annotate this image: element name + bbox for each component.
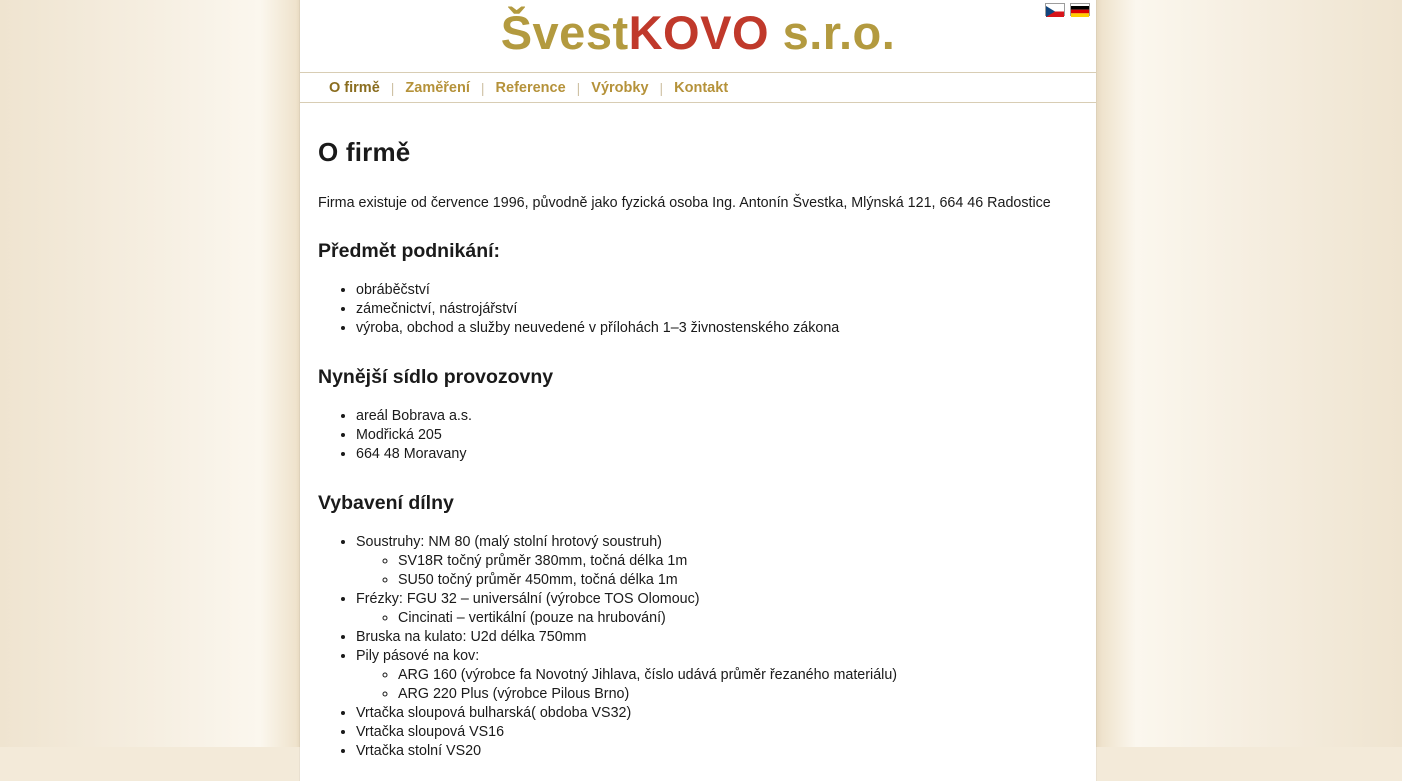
site-logo[interactable]: [300, 0, 1096, 64]
section-heading-0: Předmět podnikání:: [318, 240, 501, 262]
list-item: • Pily pásové na kov: ◦ ARG 160 (výrobce fa Novotný Jihlava, číslo udává průměr řezaného materiálu) ◦ ARG 220 Plus (výrobce Pilous Brno): [356, 647, 1072, 704]
nav-item-2[interactable]: Reference: [495, 79, 566, 96]
section-heading-1: Nynější sídlo provozovny: [318, 366, 554, 388]
page-title: O firmě: [318, 137, 411, 167]
list-item: • Vrtačka sloupová VS16: [356, 723, 1072, 742]
language-switcher[interactable]: [1045, 3, 1090, 16]
list-item: • 664 48 Moravany: [356, 445, 1072, 464]
page-background-right: [1096, 0, 1402, 747]
sub-list-item: ◦ ARG 160 (výrobce fa Novotný Jihlava, číslo udává průměr řezaného materiálu): [398, 666, 1072, 685]
list-item: • zámečnictví, nástrojářství: [356, 300, 1072, 319]
nav-separator: |: [659, 79, 664, 96]
intro-paragraph: Firma existuje od července 1996, původně jako fyzická osoba Ing. Antonín Švestka, Mlýnská 121, 664 46 Radostice: [318, 195, 1051, 211]
section-list-0: [318, 281, 1072, 338]
section-heading-2: Vybavení dílny: [318, 492, 454, 514]
site-header: [300, 0, 1096, 72]
main-navigation: [300, 72, 1096, 103]
section-list-2: [318, 533, 1072, 761]
content-sections: [318, 240, 1072, 761]
list-item: • Soustruhy: NM 80 (malý stolní hrotový soustruh) ◦ SV18R točný průměr 380mm, točná délka 1m ◦ SU50 točný průměr 450mm, točná délka 1m: [356, 533, 1072, 590]
sub-list-item: ◦ SV18R točný průměr 380mm, točná délka 1m: [398, 552, 1072, 571]
main-content: [300, 103, 1096, 781]
nav-item-3[interactable]: Výrobky: [591, 79, 649, 96]
nav-list: [300, 73, 1096, 102]
logo-text-kovo: KOVO: [628, 6, 770, 59]
list-item: • areál Bobrava a.s.: [356, 407, 1072, 426]
nav-item-1[interactable]: Zaměření: [405, 79, 470, 96]
sub-list: [356, 552, 1072, 590]
nav-separator: |: [480, 79, 485, 96]
list-item: • Bruska na kulato: U2d délka 750mm: [356, 628, 1072, 647]
nav-separator: |: [576, 79, 581, 96]
logo-text-sro: s.r.o.: [769, 6, 896, 59]
sub-list-item: ◦ Cincinati – vertikální (pouze na hrubování): [398, 609, 1072, 628]
sub-list: [356, 666, 1072, 704]
flag-de-icon[interactable]: [1070, 3, 1090, 16]
nav-separator: |: [390, 79, 395, 96]
sub-list-item: ◦ SU50 točný průměr 450mm, točná délka 1m: [398, 571, 1072, 590]
list-item: • výroba, obchod a služby neuvedené v přílohách 1–3 živnostenského zákona: [356, 319, 1072, 338]
section-list-1: [318, 407, 1072, 464]
sub-list: [356, 609, 1072, 628]
nav-item-0[interactable]: O firmě: [329, 79, 380, 96]
list-item: • Modřická 205: [356, 426, 1072, 445]
list-item: • Frézky: FGU 32 – universální (výrobce TOS Olomouc) ◦ Cincinati – vertikální (pouze na hrubování): [356, 590, 1072, 628]
nav-item-4[interactable]: Kontakt: [674, 79, 729, 96]
flag-cz-icon[interactable]: [1045, 3, 1065, 16]
logo-text-svest: Švest: [500, 6, 629, 59]
list-item: • Vrtačka sloupová bulharská( obdoba VS32): [356, 704, 1072, 723]
list-item: • Vrtačka stolní VS20: [356, 742, 1072, 761]
sub-list-item: ◦ ARG 220 Plus (výrobce Pilous Brno): [398, 685, 1072, 704]
page-column: [300, 0, 1096, 781]
list-item: • obráběčství: [356, 281, 1072, 300]
